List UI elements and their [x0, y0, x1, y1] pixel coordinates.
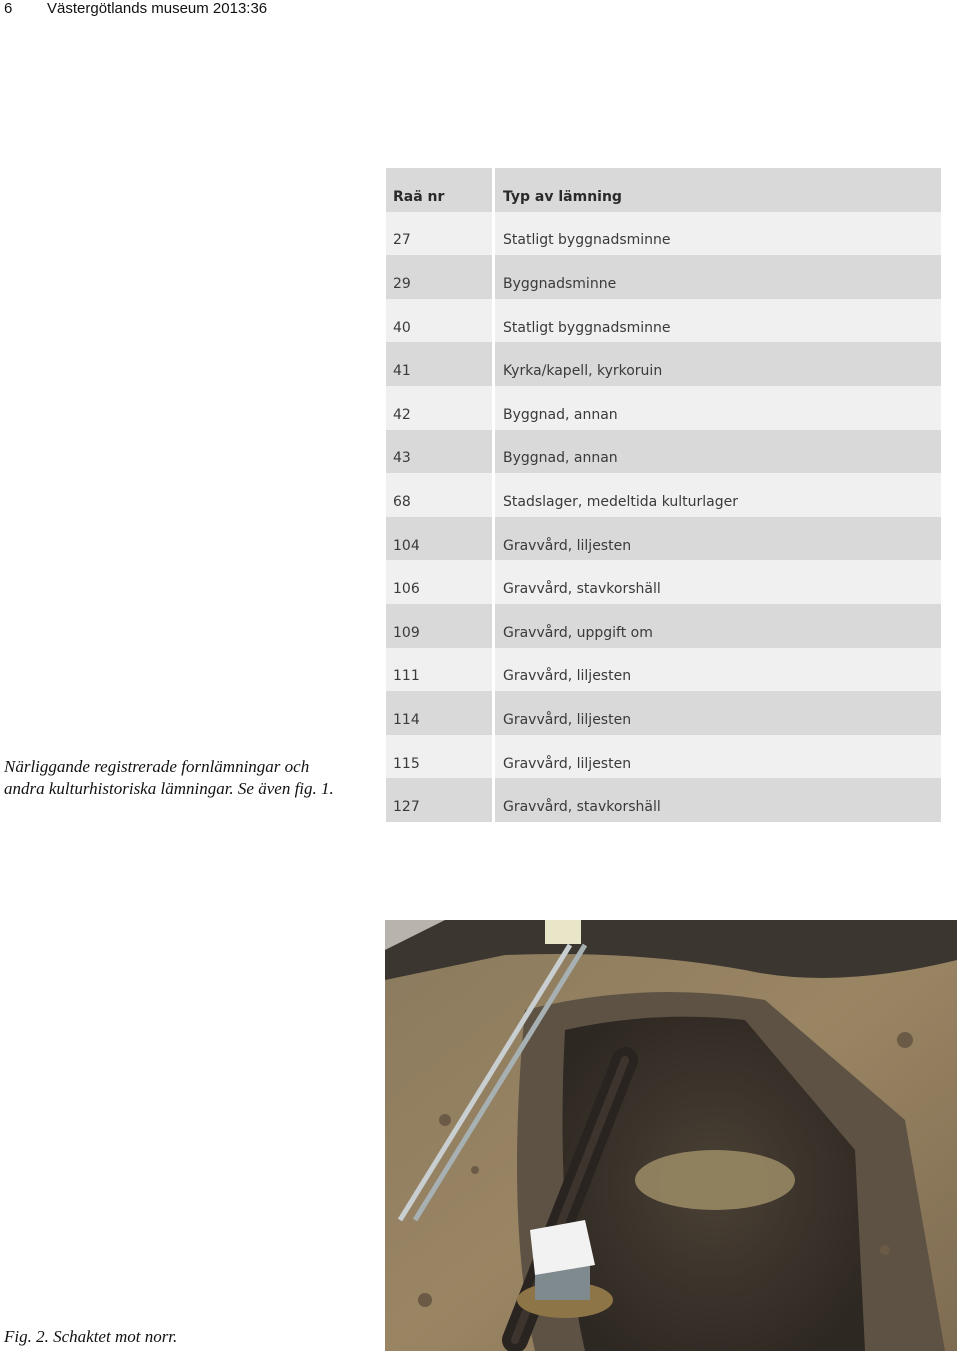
cell-type: Gravvård, liljesten — [495, 648, 941, 692]
cell-type: Byggnadsminne — [495, 255, 941, 299]
report-title: Västergötlands museum 2013:36 — [47, 0, 268, 17]
cell-raa-nr: 27 — [386, 212, 492, 256]
cell-type: Stadslager, medeltida kulturlager — [495, 473, 941, 517]
cell-raa-nr: 43 — [386, 430, 492, 474]
cell-type: Byggnad, annan — [495, 430, 941, 474]
column-header-raa-nr: Raä nr — [386, 168, 492, 212]
table-row — [386, 648, 941, 692]
cell-raa-nr: 29 — [386, 255, 492, 299]
table-row — [386, 255, 941, 299]
cell-raa-nr: 114 — [386, 691, 492, 735]
table-row — [386, 517, 941, 561]
cell-type: Kyrka/kapell, kyrkoruin — [495, 342, 941, 386]
table-row — [386, 342, 941, 386]
table-row — [386, 691, 941, 735]
page-number: 6 — [4, 0, 13, 17]
table-row — [386, 735, 941, 779]
cell-type: Gravvård, liljesten — [495, 691, 941, 735]
table-caption: Närliggande registrerade fornlämningar och andra kulturhistoriska lämningar. Se även fig. 1. — [4, 757, 334, 798]
cell-type: Gravvård, liljesten — [495, 735, 941, 779]
cell-raa-nr: 68 — [386, 473, 492, 517]
cell-type: Statligt byggnadsminne — [495, 212, 941, 256]
remains-table — [386, 168, 941, 822]
cell-type: Gravvård, liljesten — [495, 517, 941, 561]
table-row — [386, 604, 941, 648]
cell-type: Byggnad, annan — [495, 386, 941, 430]
cell-raa-nr: 109 — [386, 604, 492, 648]
cell-raa-nr: 42 — [386, 386, 492, 430]
cell-raa-nr: 127 — [386, 778, 492, 822]
table-row — [386, 473, 941, 517]
table-row — [386, 212, 941, 256]
table-header-row — [386, 168, 941, 212]
cell-raa-nr: 41 — [386, 342, 492, 386]
cell-type: Gravvård, stavkorshäll — [495, 778, 941, 822]
table-row — [386, 386, 941, 430]
table-row — [386, 560, 941, 604]
cell-raa-nr: 104 — [386, 517, 492, 561]
column-header-type: Typ av lämning — [495, 168, 941, 212]
cell-raa-nr: 111 — [386, 648, 492, 692]
table-row — [386, 299, 941, 343]
cell-raa-nr: 106 — [386, 560, 492, 604]
cell-type: Gravvård, stavkorshäll — [495, 560, 941, 604]
table-row — [386, 778, 941, 822]
table-row — [386, 430, 941, 474]
figure-caption: Fig. 2. Schaktet mot norr. — [4, 1327, 178, 1346]
cell-raa-nr: 40 — [386, 299, 492, 343]
cell-type: Gravvård, uppgift om — [495, 604, 941, 648]
cell-raa-nr: 115 — [386, 735, 492, 779]
cell-type: Statligt byggnadsminne — [495, 299, 941, 343]
excavation-photo — [385, 920, 957, 1351]
excavation-photo-illustration — [385, 920, 957, 1351]
